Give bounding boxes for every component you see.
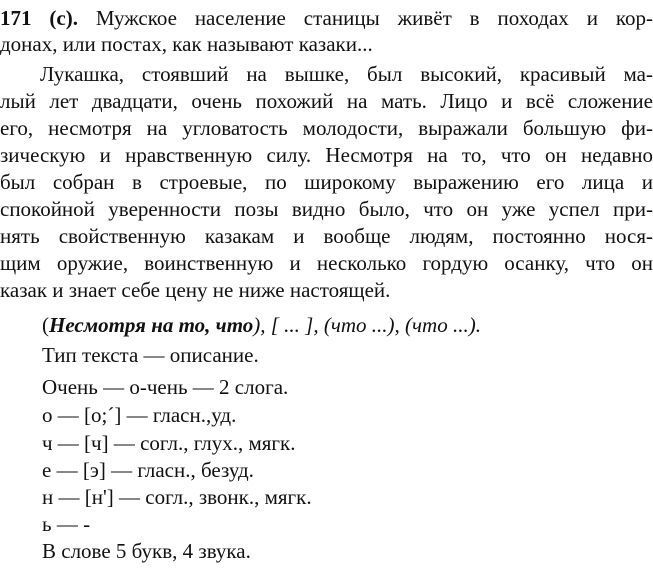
exercise-text-line: Мужское население станицы живёт в походах и кор- (77, 6, 653, 30)
exercise-heading-line (0, 5, 653, 31)
paragraph-line: казак и знает себе цену не ниже настоящей. (0, 278, 391, 302)
paragraph-line: был собран в строевые, по широкому выражению его лица и (0, 170, 653, 194)
phonetic-summary: В слове 5 букв, 4 звука. (42, 539, 251, 563)
phonetic-letter-line: ь — - (42, 512, 91, 536)
phonetic-letter-line: о — [о;´] — гласн.,уд. (42, 403, 237, 427)
scheme-open-paren: ( (42, 313, 49, 337)
scheme-conjunction: Несмотря на то, что (49, 313, 254, 337)
scheme-rest: ), [ ... ], (что ...), (что ...). (253, 313, 481, 337)
phonetic-letter-line: е — [э] — гласн., безуд. (42, 458, 254, 482)
paragraph-line: нять свойственную казакам и вообще людям, постоянно нося- (0, 224, 653, 248)
paragraph-line: спокойной уверенности позы видно было, что он уже успел при- (0, 197, 653, 221)
phonetic-letter-line: ч — [ч] — согл., глух., мягк. (42, 431, 296, 455)
phonetic-letter-line: н — [н'] — согл., звонк., мягк. (42, 485, 312, 509)
exercise-text-line: донах, или постах, как называют казаки... (0, 32, 373, 56)
phonetic-word-line: Очень — о-чень — 2 слога. (42, 375, 289, 399)
text-type-line: Тип текста — описание. (42, 343, 259, 367)
paragraph-line: Лукашка, стоявший на вышке, был высокий, красивый ма- (40, 62, 653, 86)
paragraph-line: зическую и нравственную силу. Несмотря на то, что он недавно (0, 143, 653, 167)
exercise-number: 171 (с). (0, 6, 78, 30)
paragraph-line: его, несмотря на угловатость молодости, выражали большую фи- (0, 116, 653, 140)
paragraph-line: щим оружие, воинственную и несколько гордую осанку, что он (0, 251, 653, 275)
paragraph-line: лый лет двадцати, очень похожий на мать. Лицо и всё сложение (0, 89, 653, 113)
sentence-scheme (42, 312, 653, 338)
